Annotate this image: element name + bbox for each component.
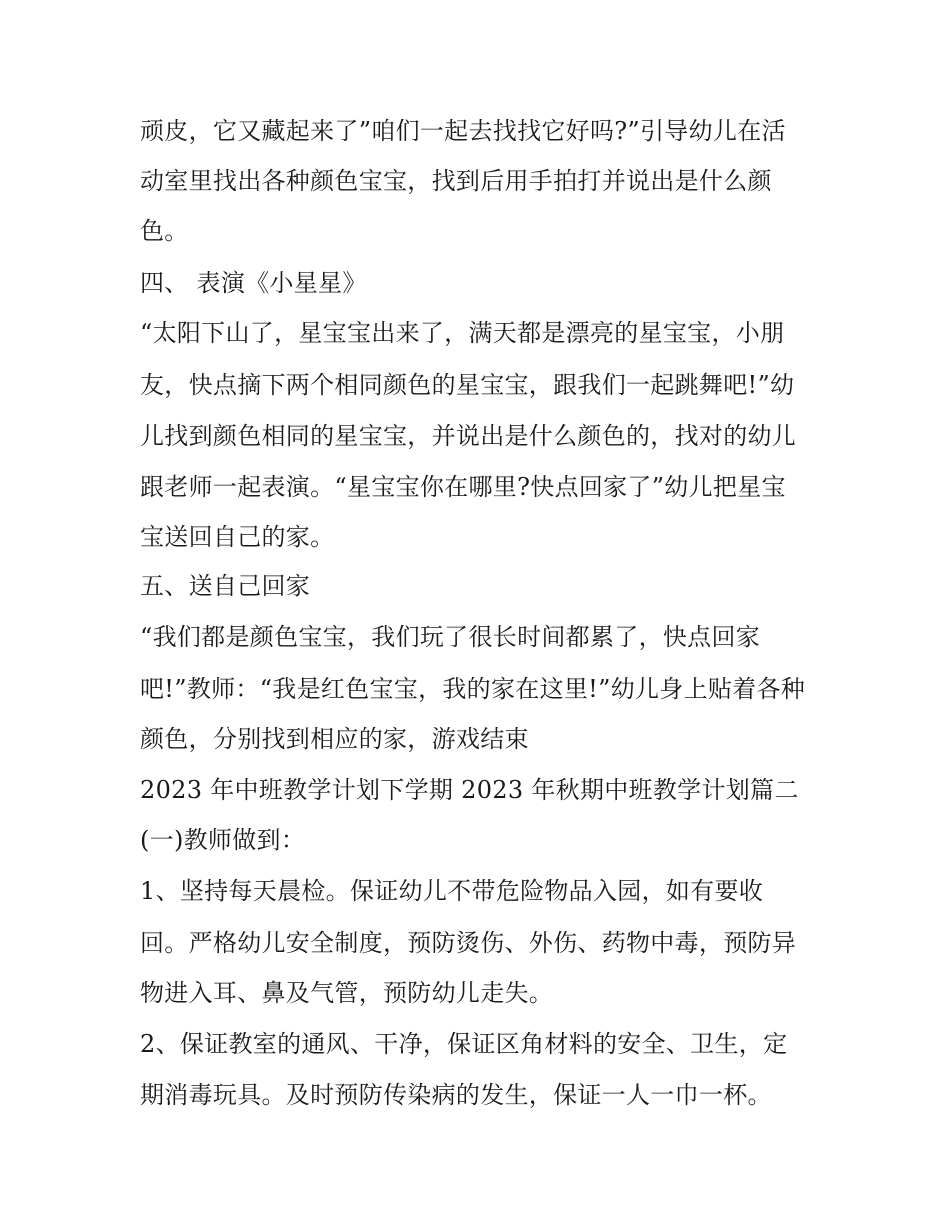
text-line: 1、坚持每天晨检。保证幼儿不带危险物品入园，如有要收 <box>140 877 764 905</box>
text-line: 2、保证教室的通风、干净，保证区角材料的安全、卫生，定 <box>140 1030 788 1058</box>
section-heading: 四、 表演《小星星》 <box>140 269 367 297</box>
text-line: 吧!”教师：“我是红色宝宝，我的家在这里!”幼儿身上贴着各种 <box>140 675 806 703</box>
text-line: 回。严格幼儿安全制度，预防烫伤、外伤、药物中毒，预防异 <box>140 929 797 957</box>
text-line: “我们都是颜色宝宝，我们玩了很长时间都累了，快点回家 <box>140 623 761 651</box>
section-heading: (一)教师做到： <box>140 826 306 854</box>
section-heading: 五、送自己回家 <box>140 572 311 600</box>
text-line: 色。 <box>140 217 189 245</box>
document-title: 2023 年中班教学计划下学期 2023 年秋期中班教学计划篇二 <box>140 776 799 804</box>
text-line: 动室里找出各种颜色宝宝，找到后用手拍打并说出是什么颜 <box>140 167 772 195</box>
text-line: 物进入耳、鼻及气管，预防幼儿走失。 <box>140 979 554 1007</box>
text-line: 顽皮，它又藏起来了”咱们一起去找找它好吗?”引导幼儿在活 <box>140 117 786 145</box>
text-line: 儿找到颜色相同的星宝宝，并说出是什么颜色的，找对的幼儿 <box>140 422 797 450</box>
text-line: 友，快点摘下两个相同颜色的星宝宝，跟我们一起跳舞吧!”幼 <box>140 371 795 399</box>
text-line: 颜色，分别找到相应的家，游戏结束 <box>140 725 529 753</box>
text-line: “太阳下山了，星宝宝出来了，满天都是漂亮的星宝宝，小朋 <box>140 319 785 347</box>
text-line: 跟老师一起表演。“星宝宝你在哪里?快点回家了”幼儿把星宝 <box>140 473 786 501</box>
text-line: 期消毒玩具。及时预防传染病的发生，保证一人一巾一杯。 <box>140 1081 772 1109</box>
text-line: 宝送回自己的家。 <box>140 523 335 551</box>
